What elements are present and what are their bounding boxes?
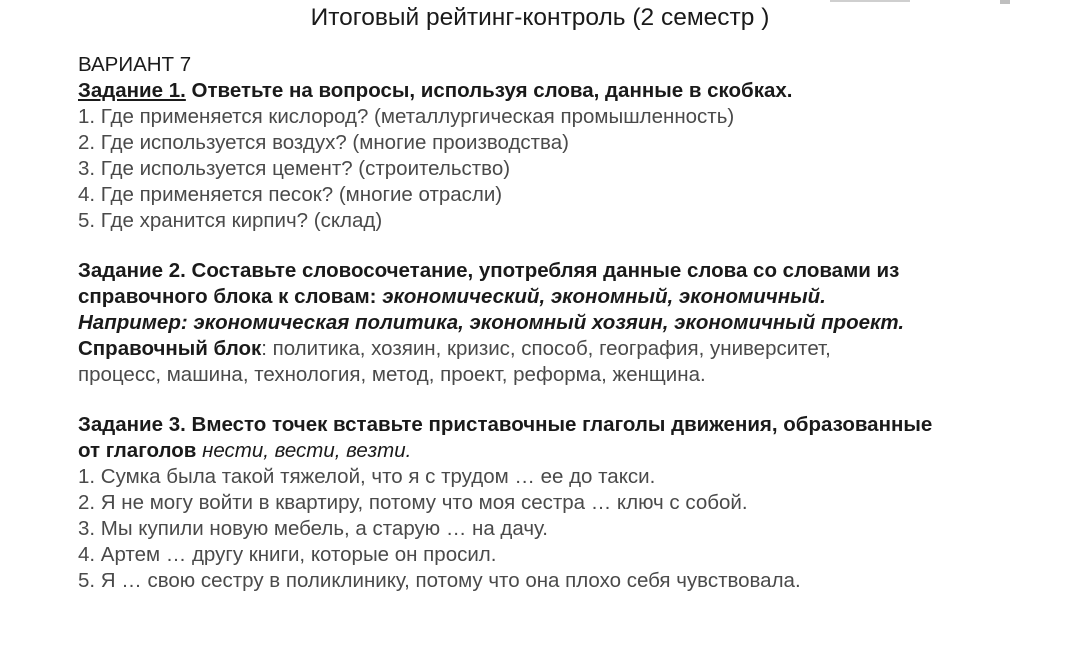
cropped-line-decoration bbox=[830, 0, 910, 2]
task3-item: 4. Артем … другу книги, которые он просил. bbox=[78, 543, 497, 566]
task3-heading-line1: Задание 3. Вместо точек вставьте приставочные глаголы движения, образованные bbox=[78, 413, 933, 436]
task1-heading bbox=[78, 78, 1068, 104]
task3-item: 3. Мы купили новую мебель, а старую … на дачу. bbox=[78, 517, 548, 540]
task2-reference-line1 bbox=[78, 336, 1068, 362]
document-body bbox=[78, 52, 1068, 594]
task2-reference-words: : политика, хозяин, кризис, способ, география, университет, bbox=[261, 337, 831, 360]
task2-heading-plain: справочного блока к словам: bbox=[78, 285, 383, 308]
task3-item: 5. Я … свою сестру в поликлинику, потому что она плохо себя чувствовала. bbox=[78, 569, 801, 592]
task3-heading-plain: от глаголов bbox=[78, 439, 203, 462]
task1-item: 1. Где применяется кислород? (металлургическая промышленность) bbox=[78, 105, 735, 128]
task1-heading-text: Ответьте на вопросы, используя слова, данные в скобках. bbox=[185, 79, 793, 102]
task1-item: 2. Где используется воздух? (многие производства) bbox=[78, 131, 569, 154]
task1-item: 5. Где хранится кирпич? (склад) bbox=[78, 209, 383, 232]
task3-item: 1. Сумка была такой тяжелой, что я с трудом … ее до такси. bbox=[78, 465, 656, 488]
task2-heading-line1: Задание 2. Составьте словосочетание, употребляя данные слова со словами из bbox=[78, 259, 900, 282]
task1-item: 3. Где используется цемент? (строительство) bbox=[78, 157, 511, 180]
task2-reference-label: Справочный блок bbox=[78, 337, 262, 360]
task1-item: 4. Где применяется песок? (многие отрасли) bbox=[78, 183, 503, 206]
task3-heading-line2 bbox=[78, 438, 1068, 464]
variant-heading: ВАРИАНТ 7 bbox=[78, 53, 192, 76]
document-title: Итоговый рейтинг-контроль (2 семестр ) bbox=[310, 4, 770, 31]
task3-item: 2. Я не могу войти в квартиру, потому что моя сестра … ключ с собой. bbox=[78, 491, 748, 514]
task3-verbs: нести, вести, везти. bbox=[202, 439, 412, 462]
task2-target-words: экономический, экономный, экономичный. bbox=[382, 285, 826, 308]
task2-heading-line2 bbox=[78, 284, 1068, 310]
task1-heading-prefix: Задание 1. bbox=[78, 79, 186, 102]
task2-example: Например: экономическая политика, экономный хозяин, экономичный проект. bbox=[78, 311, 905, 334]
task2-reference-line2: процесс, машина, технология, метод, проект, реформа, женщина. bbox=[78, 363, 706, 386]
